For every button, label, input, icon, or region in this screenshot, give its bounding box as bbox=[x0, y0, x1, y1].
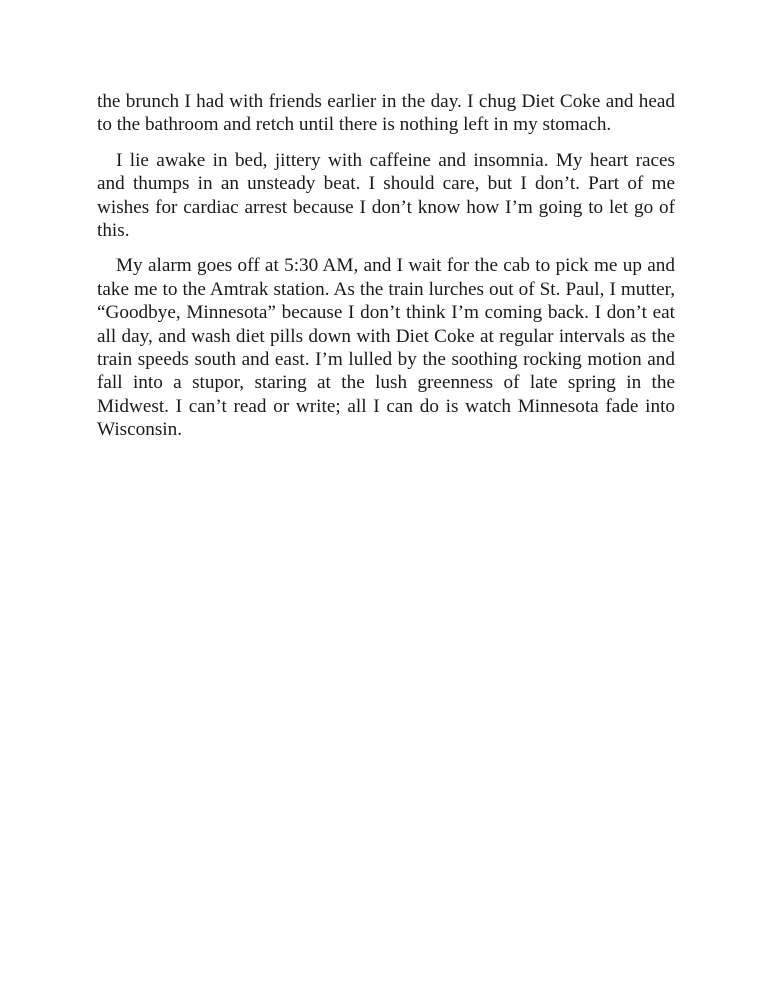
paragraph-insomnia: I lie awake in bed, jittery with caffeine and insomnia. My heart races and thumps in an unsteady beat. I should care, but I don’t. Part of me wishes for cardiac arrest because I don’t know how I’m going to let go of this. bbox=[97, 149, 675, 242]
paragraph-train-departure: My alarm goes off at 5:30 AM, and I wait for the cab to pick me up and take me to the Amtrak station. As the train lurches out of St. Paul, I mutter, “Goodbye, Minnesota” because I don’t think I’m coming back. I don’t eat all day, and wash diet pills down with Diet Coke at regular intervals as the train speeds south and east. I’m lulled by the soothing rocking motion and fall into a stupor, staring at the lush greenness of late spring in the Midwest. I can’t read or write; all I can do is watch Minnesota fade into Wisconsin. bbox=[97, 255, 675, 441]
document-page bbox=[97, 90, 675, 454]
paragraph-continuation: the brunch I had with friends earlier in the day. I chug Diet Coke and head to the bathroom and retch until there is nothing left in my stomach. bbox=[97, 91, 675, 136]
